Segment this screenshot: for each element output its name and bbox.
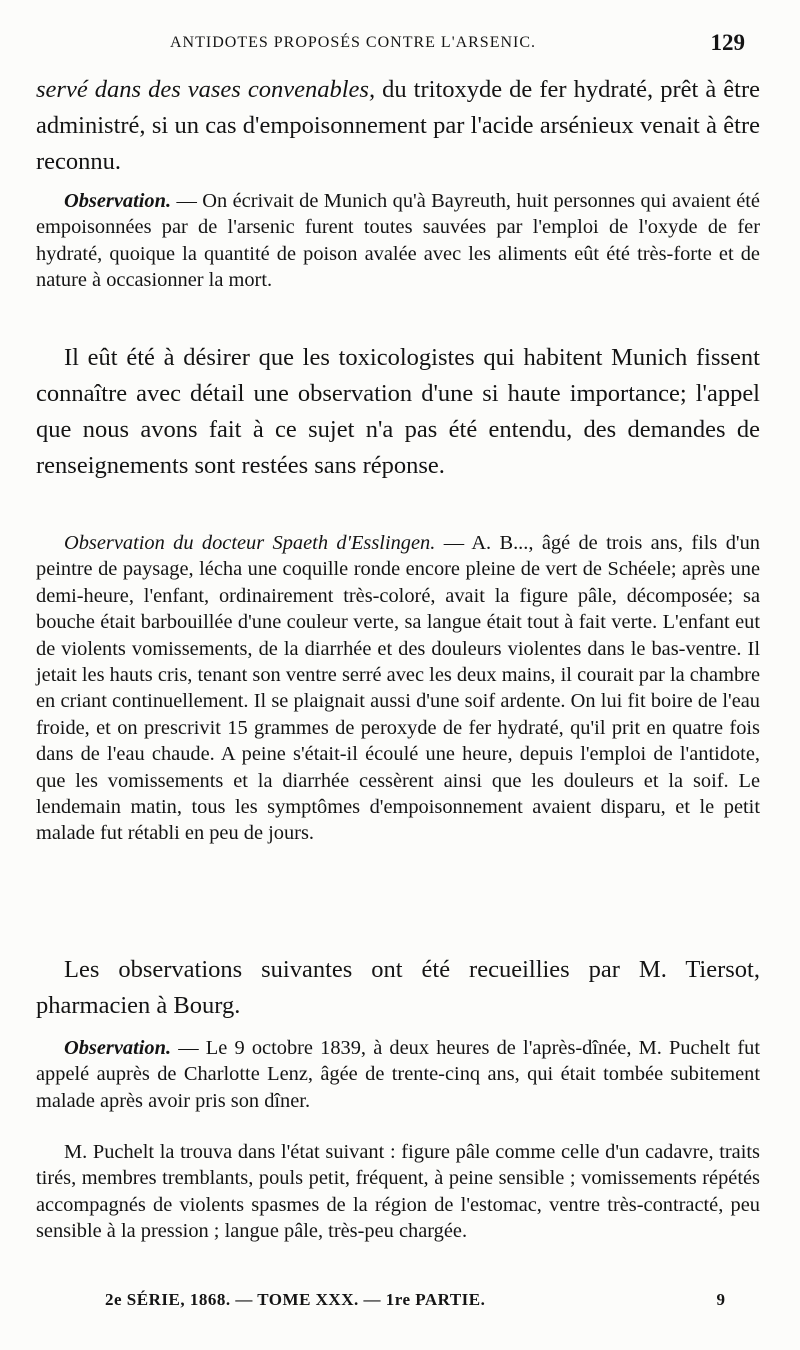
paragraph-text: — A. B..., âgé de trois ans, fils d'un peintre de paysage, lécha une coquille ronde encore pleine de vert de Schéele; après une demi-heure, l'enfant, ordinairement très-coloré, avait la figure pâle, décomposée; sa bouche était barbouillée d'une couleur verte, sa langue était tout à fait verte. L'enfant eut de violents vomissements, de la diarrhée et des douleurs violentes dans le bas-ventre. Il jetait les hauts cris, tenant son ventre serré avec les deux mains, il courait par la chambre en criant continuellement. Il se plaignait aussi d'une soif ardente. On lui fit boire de l'eau froide, et on prescrivit 15 grammes de peroxyde de fer hydraté, qu'il prit en quatre fois dans de l'eau chaude. A peine s'était-il écoulé une heure, depuis l'emploi de l'antidote, que les vomissements et la diarrhée cessèrent ainsi que les douleurs et la soif. Le lendemain matin, tous les symptômes d'empoisonnement avaient disparu, et le petit malade fut rétabli en peu de jours. bbox=[36, 532, 760, 845]
series-line: 2e SÉRIE, 1868. — TOME XXX. — 1re PARTIE. bbox=[105, 1290, 486, 1309]
signature-mark: 9 bbox=[716, 1290, 725, 1309]
observation-label: Observation. bbox=[64, 1037, 172, 1059]
page-footer bbox=[105, 1290, 725, 1314]
running-title: ANTIDOTES PROPOSÉS CONTRE L'ARSENIC. bbox=[170, 34, 537, 51]
paragraph-continuation bbox=[36, 72, 760, 180]
paragraph-tiersot bbox=[36, 952, 760, 1024]
observation-spaeth bbox=[36, 530, 760, 847]
observation-label: Observation du docteur Spaeth d'Esslingen. bbox=[64, 532, 436, 554]
page-number: 129 bbox=[710, 30, 745, 55]
paragraph-text: Les observations suivantes ont été recueillies par M. Tiersot, pharmacien à Bourg. bbox=[36, 956, 760, 1019]
paragraph-text: M. Puchelt la trouva dans l'état suivant : figure pâle comme celle d'un cadavre, traits tirés, membres tremblants, pouls petit, fréquent, à peine sensible ; vomissements répétés accompagnés de violents spasmes de la région de l'estomac, ventre très-contracté, peu sensible à la pression ; langue pâle, très-peu chargée. bbox=[36, 1141, 760, 1243]
observation-lenz bbox=[36, 1035, 760, 1114]
paragraph-text: du tritoxyde de fer hydraté, prêt à être administré, si un cas d'empoisonnement par l'acide arsénieux venait à être reconnu. bbox=[36, 76, 760, 175]
observation-bayreuth bbox=[36, 188, 760, 294]
paragraph-puchelt bbox=[36, 1139, 760, 1245]
page-header bbox=[150, 30, 745, 60]
paragraph-toxicologists bbox=[36, 340, 760, 484]
observation-label: Observation. bbox=[64, 190, 172, 212]
paragraph-text: — Le 9 octobre 1839, à deux heures de l'après-dînée, M. Puchelt fut appelé auprès de Charlotte Lenz, âgée de trente-cinq ans, qui était tombée subitement malade après avoir pris son dîner. bbox=[36, 1037, 760, 1112]
italic-lead: servé dans des vases convenables, bbox=[36, 76, 376, 103]
paragraph-text: Il eût été à désirer que les toxicologistes qui habitent Munich fissent connaître avec détail une observation d'une si haute importance; l'appel que nous avons fait à ce sujet n'a pas été entendu, des demandes de renseignements sont restées sans réponse. bbox=[36, 344, 760, 479]
paragraph-text: — On écrivait de Munich qu'à Bayreuth, huit personnes qui avaient été empoisonnées par de l'arsenic furent toutes sauvées par l'emploi de l'oxyde de fer hydraté, quoique la quantité de poison avalée avec les aliments eût été très-forte et de nature à occasionner la mort. bbox=[36, 190, 760, 292]
